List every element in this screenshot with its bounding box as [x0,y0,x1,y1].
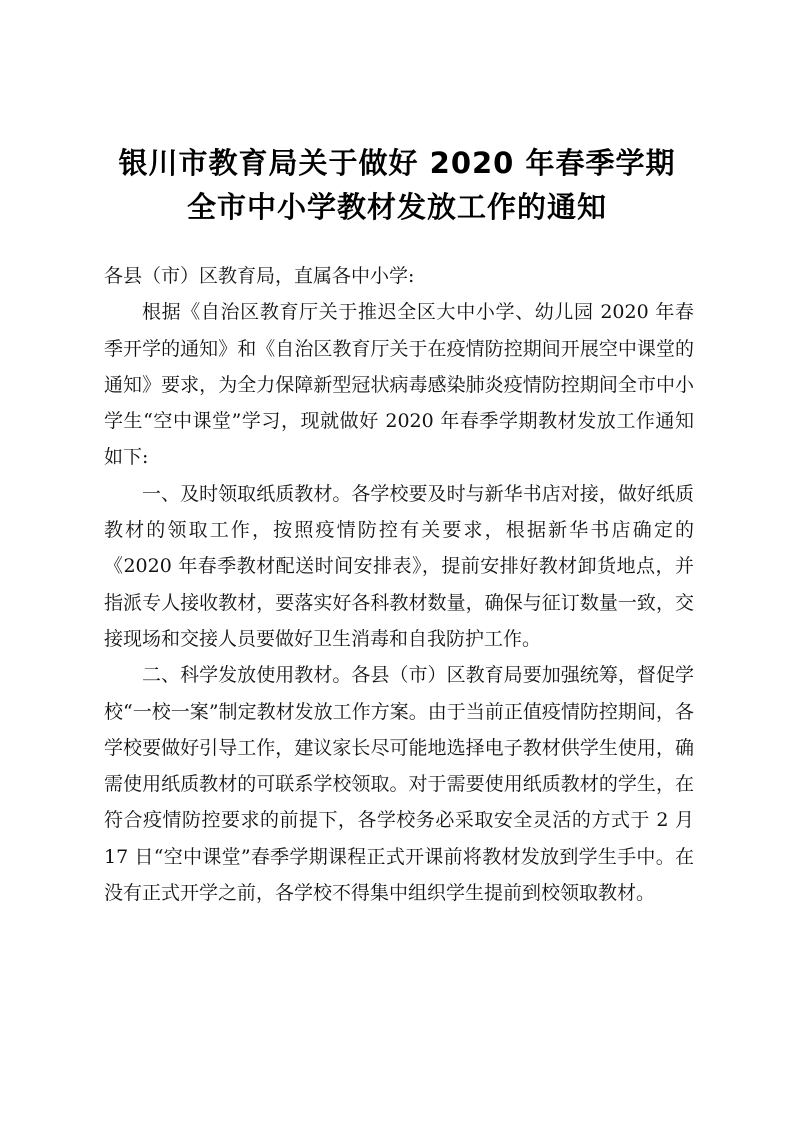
document-title-line-1: 银川市教育局关于做好 2020 年春季学期 [118,146,676,180]
paragraph-section-2: 二、科学发放使用教材。各县（市）区教育局要加强统筹，督促学校“一校一案”制定教材发放工作方案。由于当前正值疫情防控期间，各学校要做好引导工作，建议家长尽可能地选择电子教材供学生使用，确需使用纸质教材的可联系学校领取。对于需要使用纸质教材的学生，在符合疫情防控要求的前提下，各学校务必采取安全灵活的方式于 2 月 17 日“空中课堂”春季学期课程正式开课前将教材发放到学生手中。在没有正式开学之前，各学校不得集中组织学生提前到校领取教材。 [104,664,694,905]
document-title-line-2: 全市中小学教材发放工作的通知 [186,190,607,224]
paragraph-section-1: 一、及时领取纸质教材。各学校要及时与新华书店对接，做好纸质教材的领取工作，按照疫情防控有关要求，根据新华书店确定的《2020 年春季教材配送时间安排表》，提前安排好教材卸货地点，并指派专人接收教材，要落实好各科教材数量，确保与征订数量一致，交接现场和交接人员要做好卫生消毒和自我防护工作。 [104,482,694,650]
paragraph-intro: 根据《自治区教育厅关于推迟全区大中小学、幼儿园 2020 年春季开学的通知》和《自治区教育厅关于在疫情防控期间开展空中课堂的通知》要求，为全力保障新型冠状病毒感染肺炎疫情防控期间全市中小学生“空中课堂”学习，现就做好 2020 年春季学期教材发放工作通知如下: [104,301,694,469]
salutation: 各县（市）区教育局，直属各中小学: [104,265,415,287]
document-body [104,258,694,911]
